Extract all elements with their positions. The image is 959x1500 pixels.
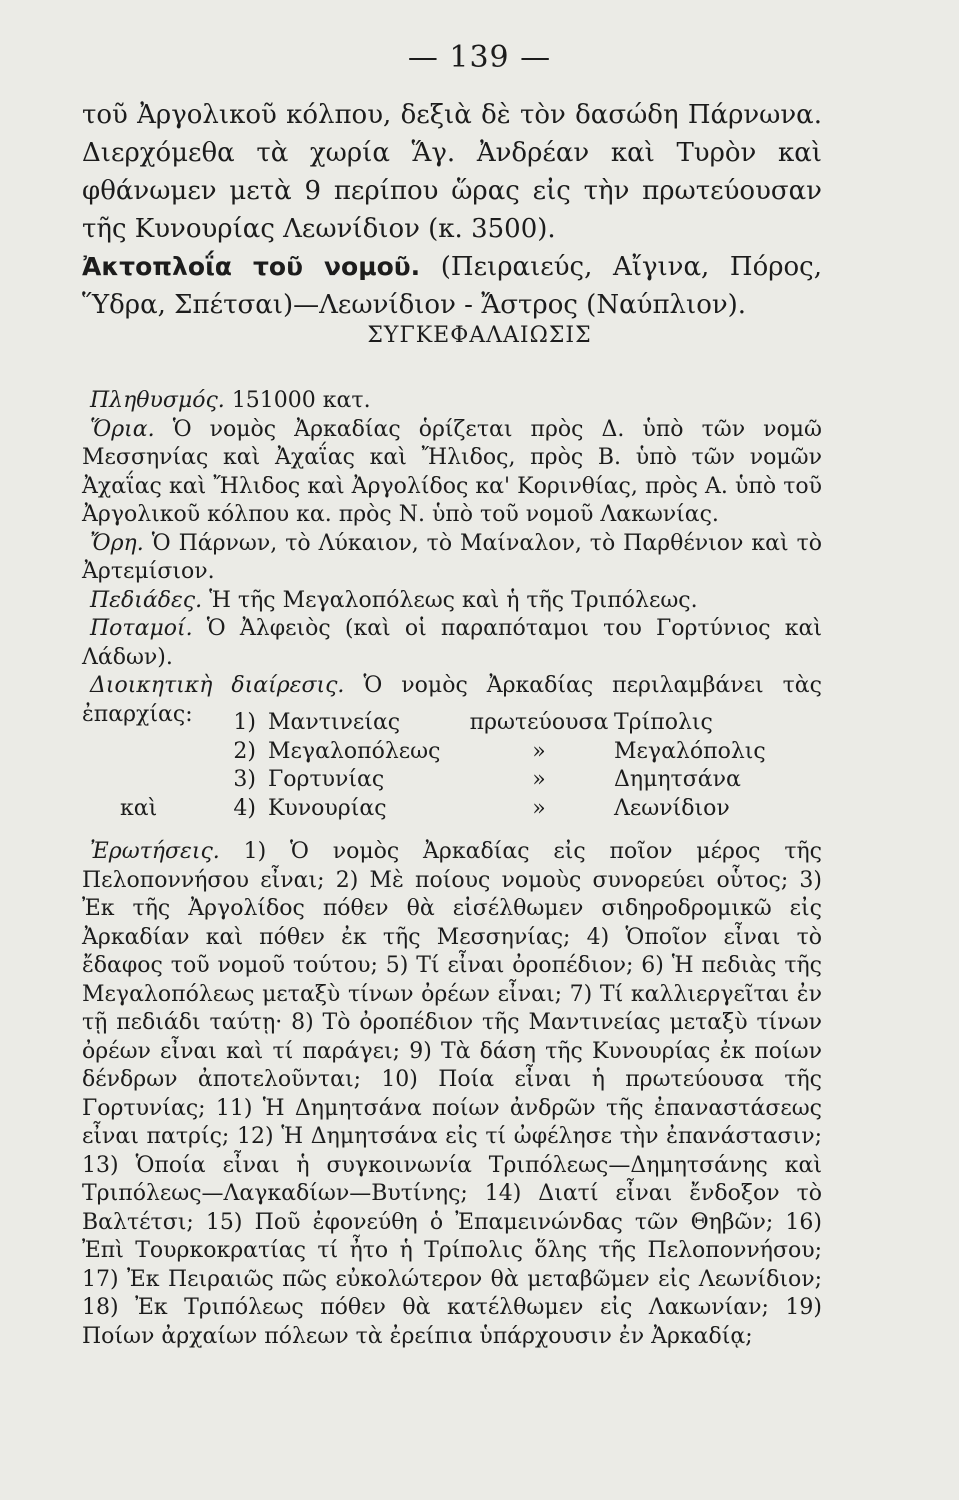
province-name: Μεγαλοπόλεως [268,738,441,764]
questions-label: Ἐρωτήσεις. [90,839,220,864]
summary-heading: ΣΥΓΚΕΦΑΛΑΙΩΣΙΣ [367,323,592,348]
ferries-paragraph [82,248,822,324]
province-number: 3) [233,767,256,792]
province-row [100,796,766,825]
ferries-text: (Πειραιεύς, Αἴγινα, Πόρος, Ὕδρα, Σπέτσαι)—Λεωνίδιον - Ἄστρος (Ναύπλιον). [82,252,822,320]
plains-line [82,587,822,616]
mountains-text: Ὁ Πάρνων, τὸ Λύκαιον, τὸ Μαίναλον, τὸ Παρθένιον καὶ τὸ Ἀρτεμίσιον. [82,530,822,584]
province-mid: πρωτεύουσα [469,710,609,735]
population-label: Πληθυσμός. [90,388,225,413]
paragraph: τοῦ Ἀργολικοῦ κόλπου, δεξιὰ δὲ τὸν δασώδη Πάρνωνα. Διερχόμεθα τὰ χωρία Ἅγ. Ἀνδρέαν καὶ Τυρὸν καὶ φθάνωμεν μετὰ 9 περίπου ὥρας εἰς τὴν πρωτεύουσαν τῆς Κυνουρίας Λεωνίδιον (κ. 3500). [82,100,822,244]
mountains-line [82,530,822,587]
province-number: 4) [233,795,256,821]
admin-text: Ὁ νομὸς Ἀρκαδίας περιλαμβάνει τὰς ἐπαρχίας: [82,673,822,727]
province-prefix [100,710,232,739]
provinces-table [100,710,766,824]
borders-text: Ὁ νομὸς Ἀρκαδίας ὁρίζεται πρὸς Δ. ὑπὸ τῶν νομῶ Μεσσηνίας καὶ Ἀχαΐας καὶ Ἤλιδος, πρὸς Β. ὑπὸ τῶν νομῶν Ἀχαΐας καὶ Ἤλιδος καὶ Ἀργολίδος κα' Κορινθίας, πρὸς Α. ὑπὸ τοῦ Ἀργολικοῦ κόλπου κα. πρὸς Ν. ὑπὸ τοῦ νομοῦ Λακωνίας. [82,416,822,527]
province-row [100,739,766,768]
borders-label: Ὅρια. [90,416,155,442]
plains-label: Πεδιάδες. [90,587,203,613]
intro-text [82,96,822,324]
questions-section [82,838,822,1351]
questions-paragraph [82,838,822,1351]
province-row [100,710,766,739]
province-capital: Λεωνίδιον [614,795,730,821]
province-prefix [100,739,232,768]
province-capital: Μεγαλόπολις [614,738,766,764]
population-value: 151000 κατ. [231,388,371,413]
province-mid: » [532,738,546,764]
borders-line [82,416,822,530]
admin-label: Διοικητικὴ διαίρεσις. [90,673,345,698]
province-capital: Τρίπολις [614,710,713,735]
province-prefix [100,767,232,796]
province-name: Γορτυνίας [268,767,385,792]
population-line [82,387,822,416]
province-prefix: καὶ [120,795,158,821]
rivers-line [82,615,822,672]
rivers-label: Ποταμοί. [90,616,193,641]
province-name: Μαντινείας [268,710,401,735]
province-mid: » [532,795,546,821]
province-row [100,767,766,796]
province-name: Κυνουρίας [268,795,387,821]
province-capital: Δημητσάνα [614,767,741,792]
page-number: — 139 — [407,40,552,75]
plains-text: Ἡ τῆς Μεγαλοπόλεως καὶ ἡ τῆς Τριπόλεως. [209,587,698,613]
ferries-label: Ἀκτοπλοΐα τοῦ νομοῦ. [82,252,421,281]
province-number: 2) [233,738,256,764]
mountains-label: Ὄρη. [90,530,144,556]
questions-text: 1) Ὁ νομὸς Ἀρκαδίας εἰς ποῖον μέρος τῆς Πελοποννήσου εἶναι; 2) Μὲ ποίους νομοὺς συνορεύει οὗτος; 3) Ἐκ τῆς Ἀργολίδος πόθεν θὰ εἰσέλθωμεν σιδηροδρομικῶ εἰς Ἀρκαδίαν καὶ πόθεν ἐκ τῆς Μεσσηνίας; 4) Ὁποῖον εἶναι τὸ ἔδαφος τοῦ νομοῦ τούτου; 5) Τί εἶναι ὀροπέδιον; 6) Ἡ πεδιὰς τῆς Μεγαλοπόλεως μεταξὺ τίνων ὀρέων εἶναι; 7) Τί καλλιεργεῖται ἐν τῇ πεδιάδι ταύτῃ· 8) Τὸ ὀροπέδιον τῆς Μαντινείας μεταξὺ τίνων ὀρέων εἶναι καὶ τί παράγει; 9) Τὰ δάση τῆς Κυνουρίας ἐκ ποίων δένδρων ἀποτελοῦνται; 10) Ποία εἶναι ἡ πρωτεύουσα τῆς Γορτυνίας; 11) Ἡ Δημητσάνα ποίων ἀνδρῶν τῆς ἐπαναστάσεως εἶναι πατρίς; 12) Ἡ Δημητσάνα εἰς τί ὠφέλησε τὴν ἐπανάστασιν; 13) Ὁποία εἶναι ἡ συγκοινωνία Τριπόλεως—Δημητσάνης καὶ Τριπόλεως—Λαγκαδίων—Βυτίνης; 14) Διατί εἶναι ἔνδοξον τὸ Βαλτέτσι; 15) Ποῦ ἐφονεύθη ὁ Ἐπαμεινώνδας τῶν Θηβῶν; 16) Ἐπὶ Τουρκοκρατίας τί ἦτο ἡ Τρίπολις ὅλης τῆς Πελοποννήσου; 17) Ἐκ Πειραιῶς πῶς εὐκολώτερον θὰ μεταβῶμεν εἰς Λεωνίδιον; 18) Ἐκ Τριπόλεως πόθεν θὰ κατέλθωμεν εἰς Λακωνίαν; 19) Ποίων ἀρχαίων πόλεων τὰ ἐρείπια ὑπάρχουσιν ἐν Ἀρκαδίᾳ; [82,839,822,1349]
province-mid: » [532,767,546,792]
province-number: 1) [233,710,256,735]
summary [82,387,822,729]
rivers-text: Ὁ Ἀλφειὸς (καὶ οἱ παραπόταμοι του Γορτύνιος καὶ Λάδων). [82,616,822,670]
